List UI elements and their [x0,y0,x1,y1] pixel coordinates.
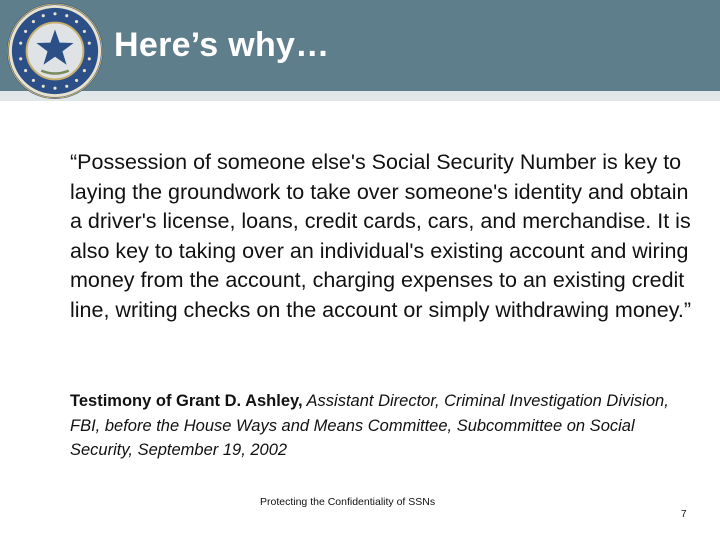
slide-title: Here’s why… [114,26,330,64]
attribution [70,389,700,463]
attribution-lead: Testimony of Grant D. Ashley, [70,392,303,410]
footer-text: Protecting the Confidentiality of SSNs [260,496,436,508]
page-number: 7 [681,509,687,520]
university-seal-icon [6,2,104,100]
header-band [0,0,720,91]
attribution-separator: , [434,392,445,410]
attribution-date: September 19, 2002 [137,441,288,459]
quote-text: “Possession of someone else's Social Security Number is key to laying the groundwork to take over someone's identity and obtain a driver's license, loans, credit cards, cars, and merchandise. It is also key to taking over an individual's existing account and wiring money from the account, charging expenses to an existing credit line, writing checks on the account or simply withdrawing money.” [70,150,691,322]
attribution-role-title: Assistant Director [302,392,435,410]
attribution-division: Criminal Investigation Division, FBI, before the House Ways and Means Committee, Subcommittee on Social Security [70,392,669,459]
header-rule [0,91,720,101]
attribution-separator: , [128,441,138,459]
